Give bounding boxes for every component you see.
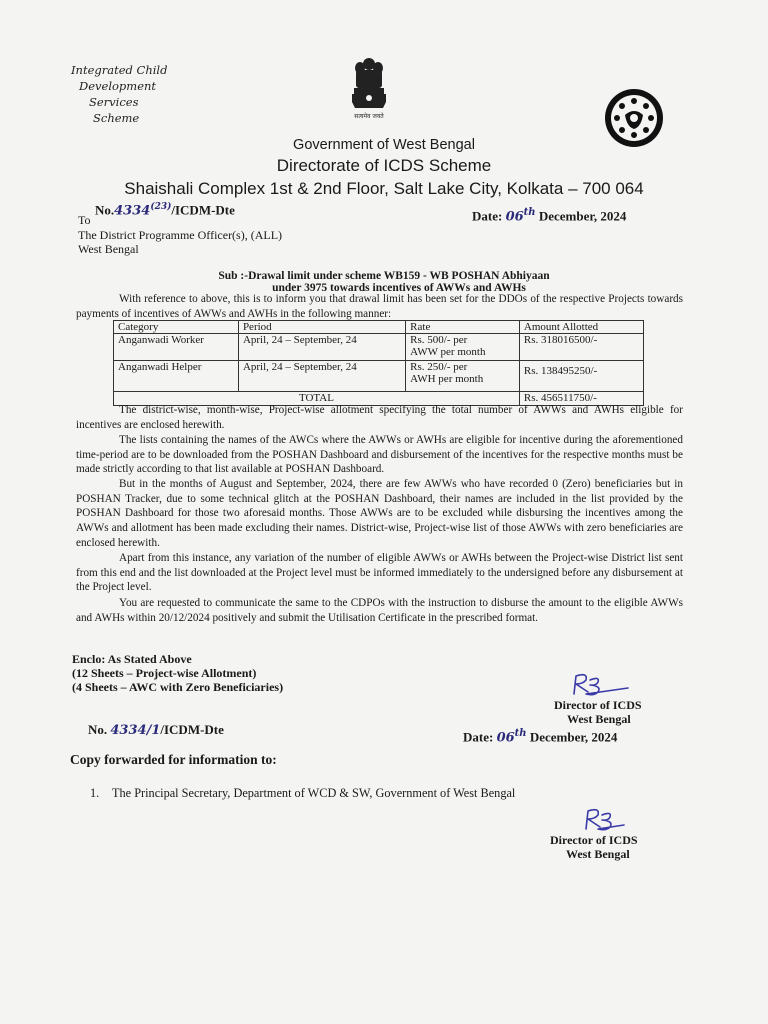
paragraph-lists: The lists containing the names of the AWCs where the AWWs or AWHs are eligible for incentive during the aforementioned time-period are to be downloaded from the POSHAN Dashboard and disbursement of the incentives for the respective months must be made strictly according to that list available at POSHAN Dashboard. xyxy=(76,434,683,476)
memo-number-handwritten: 4334 xyxy=(114,203,151,219)
document-page: Integrated Child Development Services Scheme सत्यमेव जयते Government of West Bengal Directorate of ICDS Scheme Shaishali Complex 1st & 2nd Floor, Salt Lake City, Kolkata – 700 064 No.4334$^{(23)}$/ICDM-Dte Date: 06th December, 2024 To The District Programme Officer(s), (ALL) West Bengal Sub :-Drawal limit under scheme WB159 - WB POSHAN Abhiyaan under 3975 towards incentives of AWWs and AWHs With reference to above, this is to inform you that drawal limit has been set for the DDOs of the respective Projects towards payments of incentives of AWWs and AWHs in the following manner: Category Period Rate Amount Allotted Anganwadi Worker April, 24 – September, 24 Rs. 500/- per AWW per month Rs. 318016500/- Anganwadi Helper April, 24 – September, 24 Rs. 250/- per AWH per month Rs. 138495250/- TOTAL Rs. 456511750/- The district-wise, month-wise, Project-wise allotment specifying the total number of AWWs and AWHs eligible for incentives are enclosed herewith. The lists containing the names of the AWCs where the AWWs or AWHs are eligible for incentive during the aforementioned time-period are to be downloaded from the POSHAN Dashboard and disbursement of the incentives for the respective months must be made strictly according to that list available at POSHAN Dashboard. But in the months of August and September, 2024, there are few AWWs who have recorded 0 (Zero) beneficiaries but in POSHAN Tracker, due to some technical glitch at the POSHAN Dashboard, their names are included in the list provided by the POSHAN Dashboard for those two aforesaid months. Those AWWs are to be excluded while disbursing the incentives among the AWWs and allotment has been made excluding their names. District-wise, Project-wise list of those AWWs with zero beneficiaries are enclosed herewith. Apart from this instance, any variation of the number of eligible AWWs or AWHs between the Project-wise District list sent from this end and the list downloaded at the Project level must be informed immediately to the undersigned before any disbursement at the Project level. You are requested to communicate the same to the CDPOs with the instruction to disburse the amount to the eligible AWWs and AWHs within 20/12/2024 positively and submit the Utilisation Certificate in the prescribed format. Enclo: As Stated Above (12 Sheets – Project-wise Allotment) (4 Sheets – AWC with Zero Beneficiaries) Director of ICDS West Bengal No. 4334/1/ICDM-Dte Date: 06th December, 2024 Copy forwarded for information to: 1. The Principal Secretary, Department of WCD & SW, Government of West Bengal Director of ICDS West Bengal xyxy=(0,0,768,1024)
subject-line: Sub :-Drawal limit under scheme WB159 - WB POSHAN Abhiyaan under 3975 towards incentives of AWWs and AWHs xyxy=(218,270,550,294)
paragraph-request: You are requested to communicate the same to the CDPOs with the instruction to disburse the amount to the eligible AWWs and AWHs within 20/12/2024 positively and submit the Utilisation Certificate in the prescribed format. xyxy=(76,597,683,624)
table-row: Anganwadi Worker April, 24 – September, 24 Rs. 500/- per AWW per month Rs. 318016500/- xyxy=(114,334,644,361)
memo-number-superscript: (23) xyxy=(150,202,172,212)
recipient-block: To The District Programme Officer(s), (ALL) West Bengal xyxy=(78,213,283,256)
icds-brand-text: Integrated Child Development Services Scheme xyxy=(71,63,168,125)
paragraph-variation: Apart from this instance, any variation of the number of eligible AWWs or AWHs between the Project-wise District list sent from this end and the list downloaded at the Project level must be informed immediately to the undersigned before any disbursement at the Project level. xyxy=(76,552,683,594)
memo-date: Date: 06th December, 2024 xyxy=(472,207,627,225)
ashoka-emblem-icon xyxy=(346,56,392,122)
paragraph-intro: With reference to above, this is to inform you that drawal limit has been set for the DDOs of the respective Projects towards payments of incentives of AWWs and AWHs in the following manner: xyxy=(76,293,683,320)
paragraph-allotment: The district-wise, month-wise, Project-wise allotment specifying the total number of AWWs and AWHs eligible for incentives are enclosed herewith. xyxy=(76,404,683,431)
memo-date-2: Date: 06th December, 2024 xyxy=(463,728,618,746)
memo-number: No.4334$^{(23)}$/ICDM-Dte xyxy=(95,202,235,219)
table-row: Anganwadi Helper April, 24 – September, 24 Rs. 250/- per AWH per month Rs. 138495250/- xyxy=(114,361,644,392)
paragraph-zero-beneficiaries: But in the months of August and September, 2024, there are few AWWs who have recorded 0 (Zero) beneficiaries but in POSHAN Tracker, due to some technical glitch at the POSHAN Dashboard, their names are included in the list provided by the POSHAN Dashboard for those two aforesaid months. Those AWWs are to be excluded while disbursing the incentives among the AWWs and allotment has been made excluding their names. District-wise, Project-wise list of those AWWs with zero beneficiaries are enclosed herewith. xyxy=(76,478,683,549)
memo-number-2: No. 4334/1/ICDM-Dte xyxy=(88,722,224,738)
signature-initials-2 xyxy=(578,805,658,835)
header-directorate: Directorate of ICDS Scheme xyxy=(276,156,492,175)
header-government: Government of West Bengal xyxy=(293,137,475,153)
emblem-motto: सत्यमेव जयते xyxy=(354,113,384,120)
table-total-row: TOTAL Rs. 456511750/- xyxy=(114,392,644,406)
header-address: Shaishali Complex 1st & 2nd Floor, Salt Lake City, Kolkata – 700 064 xyxy=(124,179,644,198)
list-item: 1. The Principal Secretary, Department of WCD & SW, Government of West Bengal xyxy=(90,786,516,800)
table-header-row: Category Period Rate Amount Allotted xyxy=(114,321,644,334)
signature-initials xyxy=(566,668,646,700)
allotment-table xyxy=(113,320,644,406)
enclosures: Enclo: As Stated Above (12 Sheets – Project-wise Allotment) (4 Sheets – AWC with Zero Beneficiaries) xyxy=(72,652,284,694)
copy-forwarded-heading: Copy forwarded for information to: xyxy=(70,752,277,767)
